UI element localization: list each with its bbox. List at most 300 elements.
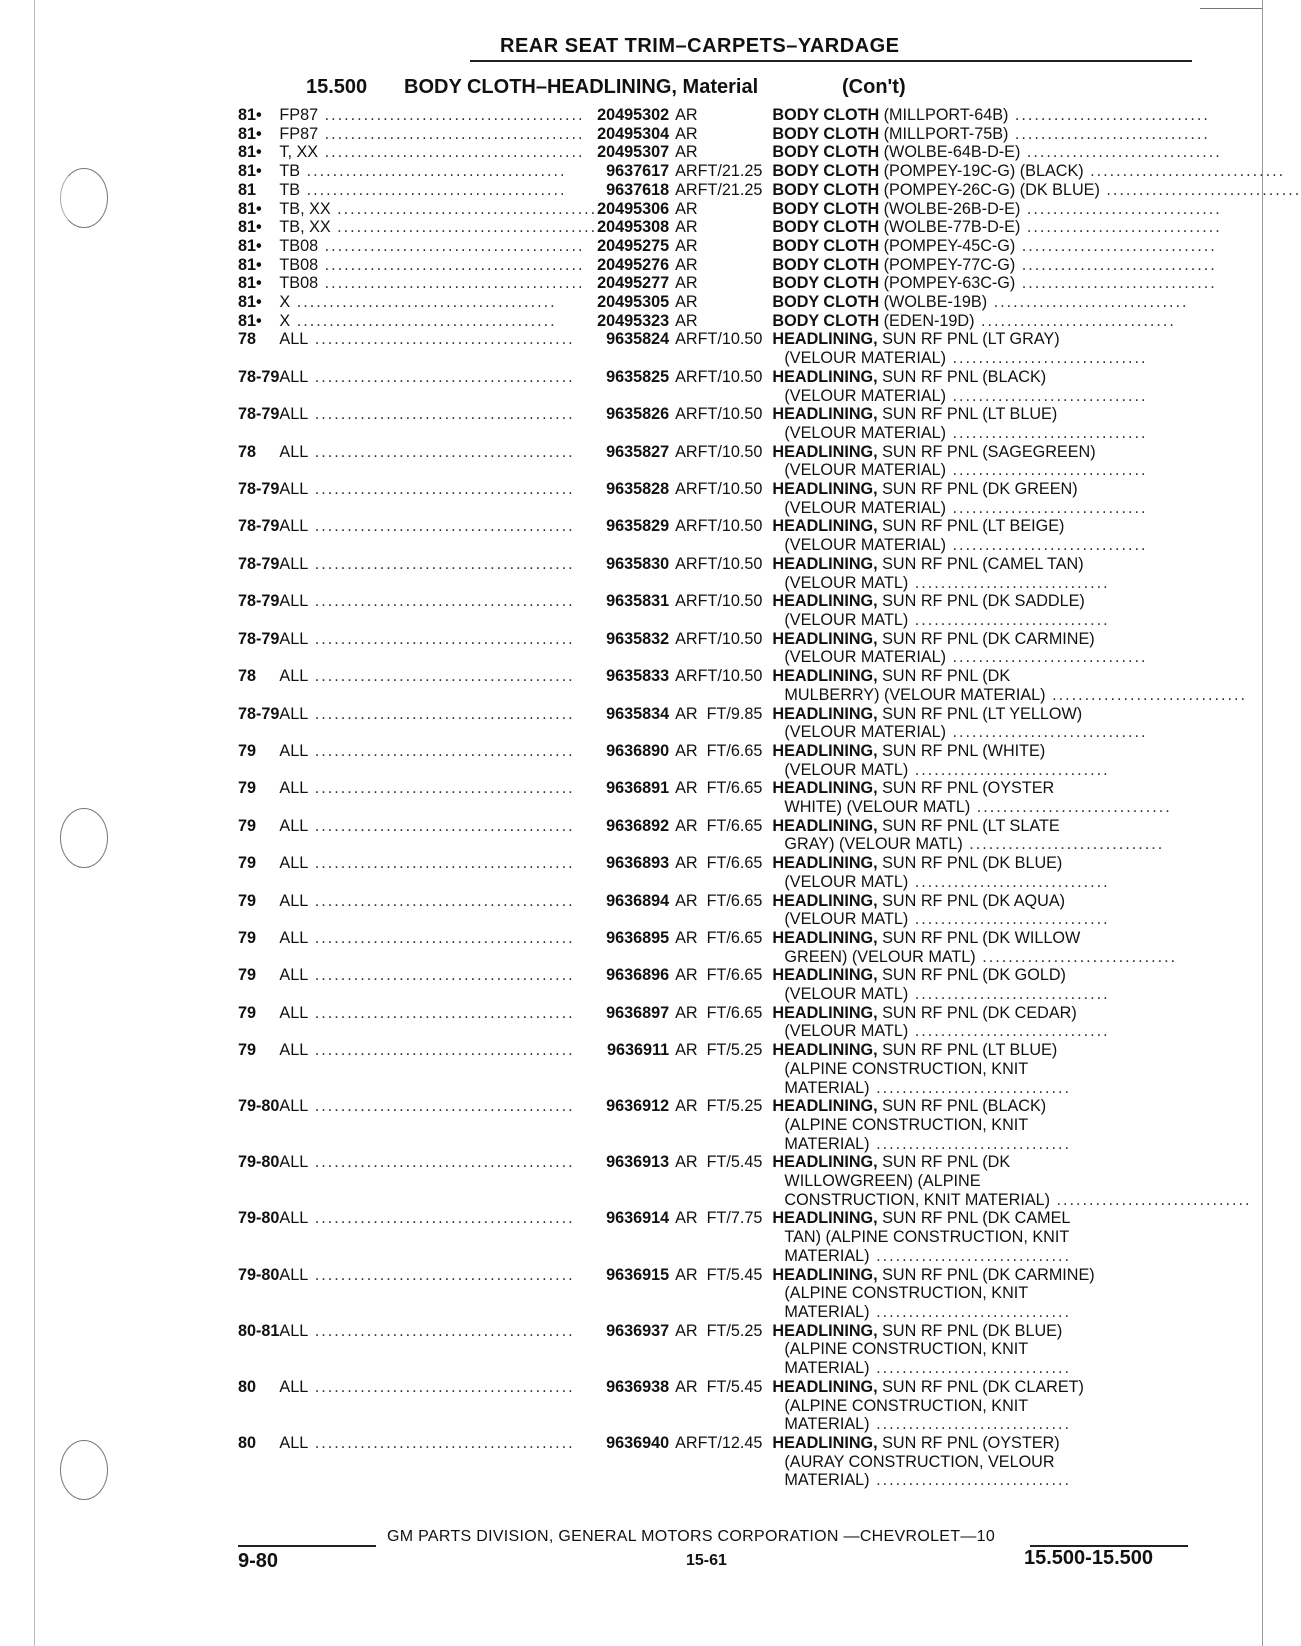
- unit-measure: FT/5.25: [706, 1041, 763, 1060]
- quantity: AR: [675, 1265, 698, 1284]
- leader-dots: ........................................: [330, 199, 598, 218]
- quantity: AR: [675, 1097, 698, 1116]
- description-line: [772, 892, 1301, 911]
- quantity: AR: [675, 1153, 698, 1172]
- punch-hole: [60, 1440, 108, 1500]
- model-year: 78: [238, 667, 257, 686]
- description-line: [772, 143, 1301, 162]
- section-heading: [306, 76, 906, 99]
- model-cell: [279, 125, 597, 144]
- model-cell: [279, 1153, 597, 1209]
- description-cell: [772, 1378, 1301, 1434]
- description-line: [772, 592, 1301, 611]
- model-code: X: [279, 293, 291, 312]
- model-cell: [279, 705, 597, 742]
- description-keyword: BODY CLOTH: [772, 255, 880, 274]
- unit-measure: FT/10.50: [697, 629, 763, 648]
- leader-dots: ........................................: [300, 162, 567, 181]
- leader-dots: ..............................: [1050, 1190, 1252, 1209]
- description-line: [772, 443, 1301, 462]
- unit-measure: FT/12.45: [697, 1433, 763, 1452]
- leader-dots: ........................................: [308, 1041, 575, 1060]
- quantity: AR: [675, 143, 698, 162]
- part-number: 9635828: [606, 480, 670, 499]
- description-text: SUN RF PNL (DK GREEN): [877, 480, 1078, 499]
- leader-dots: ........................................: [290, 311, 557, 330]
- unit-measure: [698, 125, 773, 144]
- part-number: 9636913: [606, 1153, 670, 1172]
- model-cell: [279, 966, 597, 1003]
- description-text: (VELOUR MATERIAL): [784, 349, 947, 368]
- model-code: ALL: [279, 891, 309, 910]
- table-row: [238, 1266, 1301, 1322]
- page-edge-left: [34, 0, 35, 1646]
- description-line: [772, 555, 1301, 574]
- part-number: 20495306: [597, 199, 670, 218]
- quantity: AR: [675, 629, 698, 648]
- leader-dots: ........................................: [308, 891, 575, 910]
- part-number: 20495305: [597, 293, 670, 312]
- model-code: ALL: [279, 592, 309, 611]
- unit-measure: FT/5.25: [706, 1321, 763, 1340]
- description-line: [772, 854, 1301, 873]
- title-rule: [470, 60, 1192, 62]
- model-cell: [279, 1209, 597, 1265]
- description-line: [772, 723, 1301, 742]
- description-line: [772, 218, 1301, 237]
- unit-measure: FT/5.45: [706, 1265, 763, 1284]
- model-code: ALL: [279, 1097, 309, 1116]
- description-cell: [772, 218, 1301, 237]
- description-text: (VELOUR MATERIAL): [784, 461, 947, 480]
- description-text: (VELOUR MATL): [784, 573, 909, 592]
- description-line: [772, 1397, 1301, 1416]
- description-line: [772, 237, 1301, 256]
- description-text: (POMPEY-77C-G): [879, 255, 1016, 274]
- part-number: 20495302: [597, 106, 670, 124]
- leader-dots: ..............................: [908, 760, 1110, 779]
- description-cell: [772, 1266, 1301, 1322]
- description-cell: [772, 162, 1301, 181]
- description-line: [772, 835, 1301, 854]
- description-line: [772, 929, 1301, 948]
- quantity: AR: [675, 330, 698, 349]
- leader-dots: ..............................: [970, 798, 1172, 817]
- description-line: [772, 1415, 1301, 1434]
- description-line: [772, 1041, 1301, 1060]
- table-row: [238, 218, 1301, 237]
- model-cell: [279, 443, 597, 480]
- model-cell: [279, 630, 597, 667]
- unit-measure: [698, 293, 773, 312]
- description-keyword: HEADLINING,: [772, 1097, 878, 1116]
- model-year: 79: [238, 741, 257, 760]
- leader-dots: ........................................: [318, 274, 585, 293]
- quantity: AR: [675, 480, 698, 499]
- description-text: SUN RF PNL (DK CLARET): [877, 1377, 1084, 1396]
- model-code: ALL: [279, 779, 309, 798]
- description-keyword: HEADLINING,: [772, 854, 878, 873]
- model-year: 78: [238, 330, 257, 349]
- description-text: MATERIAL): [784, 1134, 870, 1153]
- model-year: 80: [238, 1377, 257, 1396]
- quantity: AR: [675, 293, 698, 312]
- leader-dots: ..............................: [946, 461, 1148, 480]
- model-year: 81: [238, 180, 257, 199]
- description-keyword: HEADLINING,: [772, 405, 878, 424]
- unit-measure: FT/6.65: [706, 816, 763, 835]
- leader-dots: ........................................: [308, 442, 575, 461]
- leader-dots: ........................................: [308, 779, 575, 798]
- quantity: AR: [675, 236, 698, 255]
- part-number: 9636915: [606, 1265, 670, 1284]
- description-text: SUN RF PNL (DK GOLD): [877, 966, 1066, 985]
- table-row: [238, 929, 1301, 966]
- section-title: BODY CLOTH–HEADLINING, Material: [404, 76, 759, 98]
- table-row: [238, 256, 1301, 275]
- description-text: TAN) (ALPINE CONSTRUCTION, KNIT: [784, 1228, 1070, 1247]
- part-number: 20495276: [597, 255, 670, 274]
- unit-measure: FT/6.65: [706, 779, 763, 798]
- model-code: TB, XX: [279, 199, 331, 218]
- table-row: [238, 181, 1301, 200]
- description-line: [772, 1266, 1301, 1285]
- description-text: SUN RF PNL (OYSTER): [877, 1433, 1060, 1452]
- unit-measure: FT/21.25: [697, 162, 763, 181]
- quantity: AR: [675, 367, 698, 386]
- leader-dots: ........................................: [308, 629, 575, 648]
- leader-dots: ........................................: [308, 966, 575, 985]
- description-line: [772, 1378, 1301, 1397]
- description-cell: [772, 517, 1301, 554]
- model-code: ALL: [279, 1433, 309, 1452]
- description-cell: [772, 1209, 1301, 1265]
- model-year: 79-80: [238, 1097, 280, 1116]
- description-cell: [772, 892, 1301, 929]
- description-line: [772, 705, 1301, 724]
- description-text: MATERIAL): [784, 1303, 870, 1321]
- description-cell: [772, 181, 1301, 200]
- description-line: [772, 611, 1301, 630]
- model-year: 81•: [238, 293, 262, 312]
- description-keyword: HEADLINING,: [772, 554, 878, 573]
- model-year: 79-80: [238, 1209, 280, 1228]
- description-text: (WOLBE-26B-D-E): [879, 199, 1021, 218]
- description-text: MATERIAL): [784, 1415, 870, 1434]
- model-code: ALL: [279, 1377, 309, 1396]
- description-cell: [772, 705, 1301, 742]
- description-keyword: HEADLINING,: [772, 966, 878, 985]
- model-year: 81•: [238, 255, 262, 274]
- description-line: [772, 1434, 1301, 1453]
- part-number: 9635832: [606, 629, 670, 648]
- unit-measure: FT/6.65: [706, 854, 763, 873]
- model-code: ALL: [279, 480, 309, 499]
- unit-measure: FT/6.65: [706, 1003, 763, 1022]
- model-year: 79: [238, 779, 257, 798]
- description-keyword: HEADLINING,: [772, 741, 878, 760]
- quantity: AR: [675, 442, 698, 461]
- table-row: [238, 1041, 1301, 1097]
- description-keyword: HEADLINING,: [772, 592, 878, 611]
- leader-dots: ........................................: [290, 293, 557, 312]
- model-code: ALL: [279, 816, 309, 835]
- leader-dots: ........................................: [318, 255, 585, 274]
- quantity: AR: [675, 1377, 698, 1396]
- model-year: 81•: [238, 124, 262, 143]
- table-row: [238, 817, 1301, 854]
- footer-page-number: 15-61: [686, 1552, 727, 1569]
- description-keyword: HEADLINING,: [772, 629, 878, 648]
- leader-dots: ........................................: [300, 180, 567, 199]
- model-code: ALL: [279, 629, 309, 648]
- description-text: (VELOUR MATL): [784, 985, 909, 1004]
- description-text: (AURAY CONSTRUCTION, VELOUR: [784, 1452, 1055, 1471]
- unit-measure: FT/10.50: [697, 367, 763, 386]
- model-cell: [279, 256, 597, 275]
- description-text: (VELOUR MATERIAL): [784, 386, 947, 405]
- description-cell: [772, 667, 1301, 704]
- description-keyword: HEADLINING,: [772, 1433, 878, 1452]
- table-row: [238, 106, 1301, 125]
- description-line: [772, 106, 1301, 125]
- quantity: AR: [675, 255, 698, 274]
- table-row: [238, 368, 1301, 405]
- quantity: AR: [675, 517, 698, 536]
- punch-hole: [60, 168, 108, 228]
- description-text: (ALPINE CONSTRUCTION, KNIT: [784, 1340, 1029, 1359]
- description-cell: [772, 966, 1301, 1003]
- model-year: 81•: [238, 218, 262, 237]
- description-text: SUN RF PNL (OYSTER: [877, 779, 1055, 798]
- description-cell: [772, 200, 1301, 219]
- description-text: SUN RF PNL (LT BLUE): [877, 405, 1058, 424]
- model-year: 81•: [238, 162, 262, 181]
- description-line: [772, 1228, 1301, 1247]
- part-number: 20495307: [597, 143, 670, 162]
- description-text: (WOLBE-64B-D-E): [879, 143, 1021, 162]
- unit-measure: [698, 256, 773, 275]
- table-row: [238, 274, 1301, 293]
- model-cell: [279, 592, 597, 629]
- description-text: SUN RF PNL (CAMEL TAN): [877, 554, 1084, 573]
- model-year: 78-79: [238, 517, 280, 536]
- description-line: [772, 648, 1301, 667]
- quantity: AR: [675, 162, 698, 181]
- quantity: AR: [675, 779, 698, 798]
- description-cell: [772, 125, 1301, 144]
- model-cell: [279, 181, 597, 200]
- leader-dots: ..............................: [1015, 255, 1217, 274]
- description-text: SUN RF PNL (DK SADDLE): [877, 592, 1085, 611]
- description-keyword: HEADLINING,: [772, 1377, 878, 1396]
- model-cell: [279, 817, 597, 854]
- leader-dots: ..............................: [946, 536, 1148, 555]
- model-year: 80: [238, 1433, 257, 1452]
- description-text: (ALPINE CONSTRUCTION, KNIT: [784, 1059, 1029, 1078]
- quantity: AR: [675, 1209, 698, 1228]
- model-cell: [279, 312, 597, 331]
- leader-dots: ........................................: [308, 592, 575, 611]
- description-keyword: HEADLINING,: [772, 891, 878, 910]
- leader-dots: ........................................: [308, 405, 575, 424]
- description-text: SUN RF PNL (DK BLUE): [877, 854, 1063, 873]
- description-text: (ALPINE CONSTRUCTION, KNIT: [784, 1396, 1029, 1415]
- quantity: AR: [675, 592, 698, 611]
- description-line: [772, 667, 1301, 686]
- model-cell: [279, 200, 597, 219]
- table-row: [238, 592, 1301, 629]
- description-cell: [772, 443, 1301, 480]
- quantity: AR: [675, 1321, 698, 1340]
- description-text: SUN RF PNL (LT BEIGE): [877, 517, 1065, 536]
- description-text: SUN RF PNL (DK WILLOW: [877, 928, 1081, 947]
- model-cell: [279, 555, 597, 592]
- model-year: 79: [238, 1041, 257, 1060]
- part-number: 9636896: [606, 966, 670, 985]
- model-cell: [279, 237, 597, 256]
- unit-measure: [698, 200, 773, 219]
- leader-dots: ..............................: [946, 349, 1148, 368]
- model-code: TB, XX: [279, 218, 331, 237]
- description-line: [772, 1471, 1301, 1490]
- leader-dots: ..............................: [1008, 124, 1210, 143]
- part-number: 20495277: [597, 274, 670, 293]
- leader-dots: ..............................: [1008, 106, 1210, 124]
- description-keyword: HEADLINING,: [772, 1265, 878, 1284]
- description-line: [772, 312, 1301, 331]
- model-code: ALL: [279, 367, 309, 386]
- description-text: MATERIAL): [784, 1246, 870, 1265]
- leader-dots: ..............................: [946, 723, 1148, 742]
- description-text: SUN RF PNL (DK BLUE): [877, 1321, 1063, 1340]
- part-number: 9635829: [606, 517, 670, 536]
- description-line: [772, 1153, 1301, 1172]
- description-line: [772, 1135, 1301, 1154]
- description-line: [772, 1172, 1301, 1191]
- quantity: AR: [675, 1003, 698, 1022]
- part-number: 9635834: [606, 704, 670, 723]
- unit-measure: FT/6.65: [706, 891, 763, 910]
- leader-dots: ........................................: [308, 1321, 575, 1340]
- model-cell: [279, 892, 597, 929]
- unit-measure: FT/21.25: [697, 180, 763, 199]
- model-code: ALL: [279, 517, 309, 536]
- model-cell: [279, 143, 597, 162]
- unit-measure: FT/10.50: [697, 554, 763, 573]
- model-code: ALL: [279, 1041, 309, 1060]
- description-cell: [772, 405, 1301, 442]
- description-keyword: HEADLINING,: [772, 779, 878, 798]
- description-text: (MILLPORT-64B): [879, 106, 1009, 124]
- unit-measure: FT/10.50: [697, 592, 763, 611]
- description-keyword: HEADLINING,: [772, 816, 878, 835]
- description-line: [772, 1359, 1301, 1378]
- quantity: AR: [675, 405, 698, 424]
- leader-dots: ..............................: [962, 835, 1165, 854]
- quantity: AR: [675, 1041, 698, 1060]
- description-line: [772, 200, 1301, 219]
- part-number: 9636940: [606, 1433, 670, 1452]
- quantity: AR: [675, 311, 698, 330]
- description-text: SUN RF PNL (DK CEDAR): [877, 1003, 1077, 1022]
- description-text: (ALPINE CONSTRUCTION, KNIT: [784, 1115, 1029, 1134]
- model-code: ALL: [279, 1209, 309, 1228]
- model-year: 79: [238, 966, 257, 985]
- model-year: 78: [238, 442, 257, 461]
- description-text: (VELOUR MATL): [784, 872, 909, 891]
- leader-dots: ..............................: [946, 423, 1148, 442]
- model-year: 79-80: [238, 1153, 280, 1172]
- model-cell: [279, 1041, 597, 1097]
- model-cell: [279, 742, 597, 779]
- quantity: AR: [675, 816, 698, 835]
- description-text: (VELOUR MATL): [784, 910, 909, 929]
- leader-dots: ..............................: [974, 311, 1176, 330]
- footer-date: 9-80: [238, 1550, 279, 1572]
- description-cell: [772, 1322, 1301, 1378]
- description-text: (EDEN-19D): [879, 311, 975, 330]
- footer-publisher: GM PARTS DIVISION, GENERAL MOTORS CORPORATION —CHEVROLET—10: [387, 1528, 996, 1545]
- description-line: [772, 461, 1301, 480]
- unit-measure: FT/10.50: [697, 405, 763, 424]
- description-keyword: HEADLINING,: [772, 667, 878, 686]
- model-year: 78-79: [238, 367, 280, 386]
- table-row: [238, 125, 1301, 144]
- leader-dots: ..............................: [1099, 180, 1301, 199]
- leader-dots: ........................................: [308, 1265, 575, 1284]
- description-text: (VELOUR MATL): [784, 760, 909, 779]
- model-year: 81•: [238, 106, 262, 124]
- description-cell: [772, 312, 1301, 331]
- part-number: 9636895: [606, 928, 670, 947]
- description-text: MULBERRY) (VELOUR MATERIAL): [784, 685, 1046, 704]
- model-code: FP87: [279, 124, 319, 143]
- description-text: SUN RF PNL (SAGEGREEN): [877, 442, 1096, 461]
- description-line: [772, 574, 1301, 593]
- leader-dots: ..............................: [946, 498, 1148, 517]
- model-code: ALL: [279, 741, 309, 760]
- description-text: GRAY) (VELOUR MATL): [784, 835, 963, 854]
- description-text: (POMPEY-26C-G) (DK BLUE): [879, 180, 1100, 199]
- footer-rule: [238, 1545, 376, 1547]
- leader-dots: ........................................: [318, 124, 585, 143]
- leader-dots: ..............................: [908, 573, 1110, 592]
- table-row: [238, 1209, 1301, 1265]
- description-keyword: HEADLINING,: [772, 1209, 878, 1228]
- model-year: 81•: [238, 274, 262, 293]
- leader-dots: ........................................: [308, 480, 575, 499]
- unit-measure: FT/6.65: [706, 741, 763, 760]
- description-line: [772, 424, 1301, 443]
- description-cell: [772, 929, 1301, 966]
- model-code: ALL: [279, 1153, 309, 1172]
- part-number: 9636914: [606, 1209, 670, 1228]
- leader-dots: ........................................: [308, 1153, 575, 1172]
- leader-dots: ..............................: [869, 1134, 1071, 1153]
- model-year: 79: [238, 854, 257, 873]
- table-row: [238, 892, 1301, 929]
- description-line: [772, 686, 1301, 705]
- leader-dots: ..............................: [1020, 143, 1222, 162]
- model-cell: [279, 274, 597, 293]
- description-line: [772, 330, 1301, 349]
- description-line: [772, 387, 1301, 406]
- part-number: 9636890: [606, 741, 670, 760]
- description-cell: [772, 630, 1301, 667]
- leader-dots: ..............................: [908, 985, 1110, 1004]
- table-row: [238, 742, 1301, 779]
